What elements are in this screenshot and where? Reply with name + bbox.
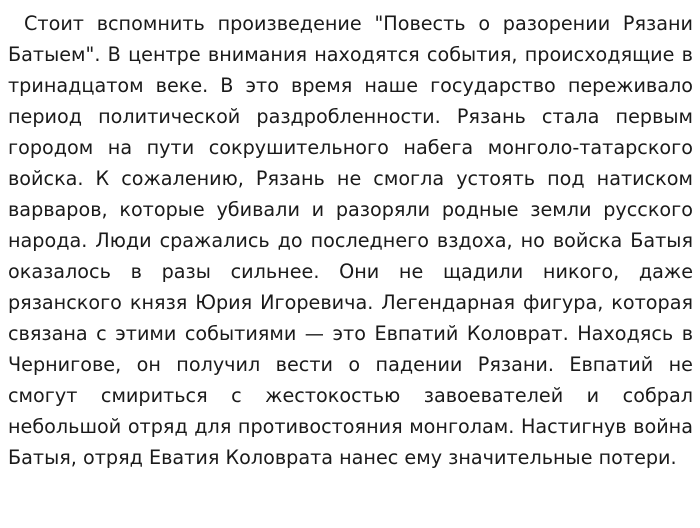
essay-paragraph: Стоит вспомнить произведение "Повесть о разорении Рязани Батыем". В центре внимания находятся события, происходящие в тринадцатом веке. В это время наше государство переживало период политической раздробленности. Рязань стала первым городом на пути сокрушительного набега монголо-татарского войска. К сожалению, Рязань не смогла устоять под натиском варваров, которые убивали и разоряли родные земли русского народа. Люди сражались до последнего вздоха, но войска Батыя оказалось в разы сильнее. Они не щадили никого, даже рязанского князя Юрия Игоревича. Легендарная фигура, которая связана с этими событиями — это Евпатий Коловрат. Находясь в Чернигове, он получил вести о падении Рязани. Евпатий не смогут смириться с жестокостью завоевателей и собрал небольшой отряд для противостояния монголам. Настигнув война Батыя, отряд Еватия Коловрата нанес ему значительные потери. (8, 12, 693, 469)
